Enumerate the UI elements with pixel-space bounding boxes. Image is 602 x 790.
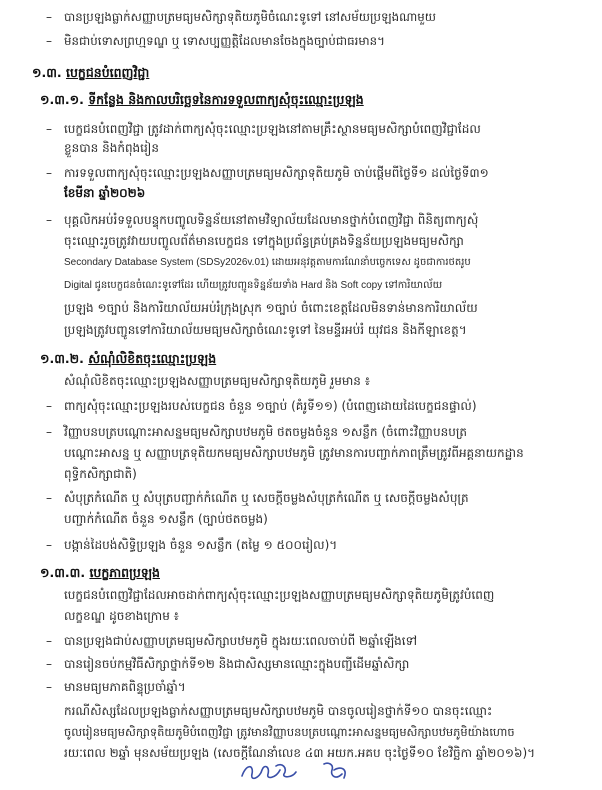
- section-number: ១.៣.១.: [40, 92, 84, 107]
- paragraph-line: ចូលរៀនមធ្យមសិក្សាទុតិយភូមិបំពេញវិជ្ជា ត្រូវមានវិញ្ញាបនបត្របណ្ដោះអាសន្នមធ្យមសិក្សាបឋមភូមិយ៉ាងហោច: [64, 725, 515, 739]
- list-item-text: វិញ្ញាបនបត្របណ្ដោះអាសន្នមធ្យមសិក្សាបឋមភូមិ ថតចម្លងចំនួន ១សន្លឹក (ចំពោះវិញ្ញាបនបត្រ: [64, 425, 468, 439]
- list-item-text: មិនជាប់ទោសព្រហ្មទណ្ឌ ឬ ទោសប្បញ្ញត្តិដែលមានចែងក្នុងច្បាប់ជាធរមាន។: [64, 34, 385, 48]
- handwritten-initials: [236, 756, 366, 786]
- section-title: បេក្ខភាពប្រឡង: [89, 565, 160, 580]
- list-item-text: ខ្លួនបាន និងកំពុងរៀន: [64, 141, 159, 155]
- list-item-text: បានប្រឡងធ្លាក់សញ្ញាបត្រមធ្យមសិក្សាទុតិយភូមិចំណេះទូទៅ នៅសម័យប្រឡងណាមួយ: [64, 10, 436, 24]
- section-number: ១.៣.២.: [40, 351, 84, 366]
- paragraph-line: បុគ្គលិកអប់រំទទួលបន្ទុកបញ្ចូលទិន្នន័យនៅតាមវិទ្យាល័យដែលមានថ្នាក់បំពេញវិជ្ជា ពិនិត្យពាក្យសុំ: [64, 213, 479, 227]
- list-dash: –: [46, 122, 52, 136]
- section-heading-1-3: [32, 64, 149, 81]
- list-item-text: ការទទួលពាក្យសុំចុះឈ្មោះប្រឡងសញ្ញាបត្រមធ្យមសិក្សាទុតិយភូមិ ចាប់ផ្ដើមពីថ្ងៃទី១ ដល់ថ្ងៃទី៣១: [64, 166, 489, 180]
- list-dash: –: [46, 34, 52, 48]
- paragraph-line: ប្រឡង ១ច្បាប់ និងការិយាល័យអប់រំក្រុងស្រុក ១ច្បាប់ ចំពោះខេត្តដែលមិនទាន់មានការិយាល័យ: [64, 301, 478, 315]
- paragraph-line: Digital ជូនបេក្ខជនចំណេះទូទៅដែរ ហើយត្រូវបញ្ជូនទិន្នន័យទាំង Hard និង Soft copy ទៅការិយាល័យ: [64, 280, 443, 291]
- section-title: ទីកន្លែង និងកាលបរិច្ឆេទនៃការទទួលពាក្យសុំចុះឈ្មោះប្រឡង: [88, 92, 364, 107]
- list-dash: –: [46, 166, 52, 180]
- paragraph-line: រយៈពេល ២ឆ្នាំ មុនសម័យប្រឡង (សេចក្ដីណែនាំលេខ ៤៣ អយក.អគប ចុះថ្ងៃទី១០ ខែវិច្ឆិកា ឆ្នាំ២០១៦)។: [64, 746, 536, 760]
- section-number: ១.៣.: [32, 65, 62, 80]
- paragraph-line: Secondary Database System (SDSy2026v.01) ដោយអនុវត្តតាមការណែនាំបច្ចេកទេស ដូចជាការថតរូប: [64, 257, 471, 268]
- list-item-text: បង្កាន់ដៃបង់សិទ្ធិប្រឡង ចំនួន ១សន្លឹក (តម្លៃ ១ ៥០០រៀល)។: [64, 538, 338, 552]
- list-dash: –: [46, 657, 52, 671]
- list-dash: –: [46, 538, 52, 552]
- paragraph-line: ប្រឡងត្រូវបញ្ជូនទៅការិយាល័យមធ្យមសិក្សាចំណេះទូទៅ នៃមន្ទីរអប់រំ យុវជន និងកីឡាខេត្ត។: [64, 323, 467, 337]
- list-dash: –: [46, 213, 52, 227]
- section-title: សំណុំលិខិតចុះឈ្មោះប្រឡង: [88, 351, 217, 366]
- section-intro: សំណុំលិខិតចុះឈ្មោះប្រឡងសញ្ញាបត្រមធ្យមសិក្សាទុតិយភូមិ រួមមាន ៖: [64, 374, 370, 388]
- paragraph-line: ករណីសិស្សដែលប្រឡងធ្លាក់សញ្ញាបត្រមធ្យមសិក្សាបឋមភូមិ បានចូលរៀនថ្នាក់ទី១០ បានចុះឈ្មោះ: [64, 704, 493, 718]
- list-item-text: សំបុត្រកំណើត ឬ សំបុត្របញ្ជាក់កំណើត ឬ សេចក្ដីចម្លងសំបុត្រកំណើត ឬ សេចក្ដីចម្លងសំបុត្រ: [64, 491, 469, 505]
- list-dash: –: [46, 680, 52, 694]
- section-number: ១.៣.៣.: [40, 565, 86, 580]
- section-intro: លក្ខខណ្ឌ ដូចខាងក្រោម ៖: [64, 609, 179, 623]
- list-dash: –: [46, 399, 52, 413]
- list-item-text: ខែមីនា ឆ្នាំ២០២៦: [64, 186, 146, 200]
- section-heading-1-3-2: [40, 350, 216, 367]
- section-heading-1-3-3: [40, 564, 160, 581]
- list-item-text: បណ្ដោះអាសន្ន ឬ សញ្ញាបត្រទុតិយកមធ្យមសិក្សាបឋមភូមិ ត្រូវមានការបញ្ជាក់ភាពត្រឹមត្រូវពីអគ្គនាយកដ្ឋាន: [64, 446, 524, 460]
- list-dash: –: [46, 425, 52, 439]
- list-item-text: បានប្រឡងជាប់សញ្ញាបត្រមធ្យមសិក្សាបឋមភូមិ ក្នុងរយៈពេលចាប់ពី ២ឆ្នាំឡើងទៅ: [64, 634, 418, 648]
- list-item-text: មានមធ្យមភាគពិន្ទុប្រចាំឆ្នាំ។: [64, 680, 186, 694]
- list-dash: –: [46, 491, 52, 505]
- list-item-text: ពុទ្ធិកសិក្សាជាតិ): [64, 467, 137, 481]
- list-dash: –: [46, 634, 52, 648]
- section-heading-1-3-1: [40, 91, 364, 108]
- list-item-text: បានរៀនចប់កម្មវិធីសិក្សាថ្នាក់ទី១២ និងជាសិស្សមានឈ្មោះក្នុងបញ្ជីដើមឆ្នាំសិក្សា: [64, 657, 410, 671]
- section-intro: បេក្ខជនបំពេញវិជ្ជាដែលអាចដាក់ពាក្យសុំចុះឈ្មោះប្រឡងសញ្ញាបត្រមធ្យមសិក្សាទុតិយភូមិត្រូវបំពេញ: [64, 588, 495, 602]
- list-item-text: បេក្ខជនបំពេញវិជ្ជា ត្រូវដាក់ពាក្យសុំចុះឈ្មោះប្រឡងនៅតាមគ្រឹះស្ថានមធ្យមសិក្សាបំពេញវិជ្ជាដែល: [64, 122, 481, 136]
- list-item-text: ពាក្យសុំចុះឈ្មោះប្រឡងរបស់បេក្ខជន ចំនួន ១ច្បាប់ (គំរូទី១១) (បំពេញដោយដៃបេក្ខជនផ្ទាល់): [64, 399, 477, 413]
- list-item-text: បញ្ជាក់កំណើត ចំនួន ១សន្លឹក (ច្បាប់ថតចម្លង): [64, 512, 268, 526]
- list-dash: –: [46, 10, 52, 24]
- section-title: បេក្ខជនបំពេញវិជ្ជា: [66, 65, 150, 80]
- paragraph-line: ចុះឈ្មោះរួចត្រូវវាយបញ្ចូលព័ត៌មានបេក្ខជន ទៅក្នុងប្រព័ន្ធគ្រប់គ្រងទិន្នន័យប្រឡងមធ្យមសិក្សា: [64, 234, 464, 248]
